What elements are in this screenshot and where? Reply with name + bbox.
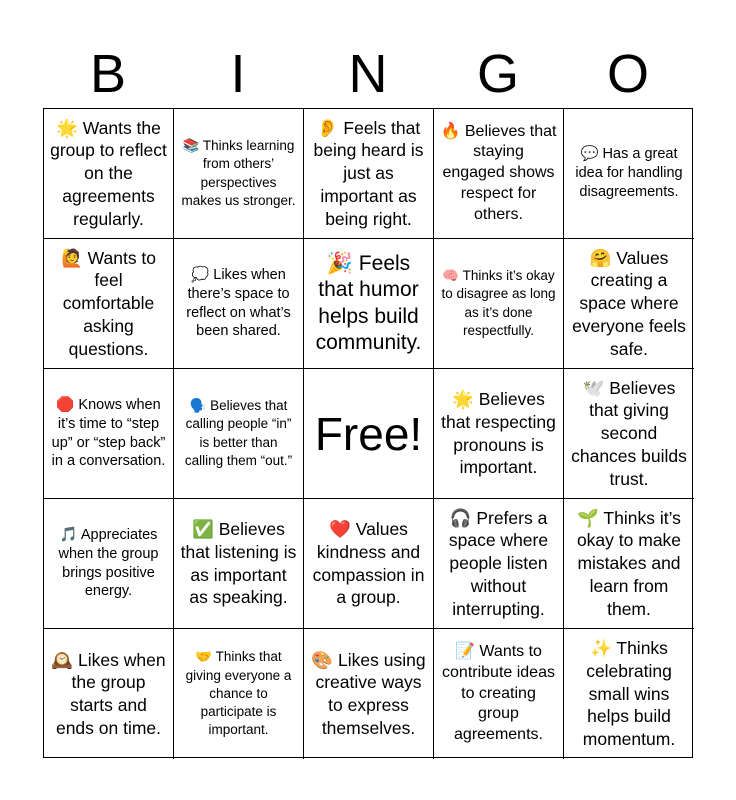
cell-text: 💬 Has a great idea for handling disagreements. xyxy=(575,146,683,200)
header-letter-n: N xyxy=(348,44,388,104)
bingo-header xyxy=(43,40,693,108)
bingo-cell-r2c1[interactable] xyxy=(44,239,174,369)
cell-text: ✅ Believes that listening is as important as speaking. xyxy=(180,519,297,608)
bingo-cell-free[interactable] xyxy=(304,369,434,499)
bingo-cell-r3c4[interactable] xyxy=(434,369,564,499)
cell-text: 🕊️ Believes that giving second chances builds trust. xyxy=(571,377,687,489)
bingo-cell-r1c2[interactable] xyxy=(174,109,304,239)
cell-text: 📝 Wants to contribute ideas to creating group agreements. xyxy=(442,643,555,744)
cell-text: 📚 Thinks learning from others’ perspectives makes us stronger. xyxy=(181,138,296,208)
cell-text: 🔥 Believes that staying engaged shows respect for others. xyxy=(440,122,557,223)
free-space-text: Free! xyxy=(314,407,423,460)
header-letter-g: G xyxy=(476,44,519,104)
bingo-cell-r4c5[interactable] xyxy=(564,499,694,629)
bingo-cell-r4c1[interactable] xyxy=(44,499,174,629)
header-letter-o: O xyxy=(606,44,649,104)
bingo-cell-r2c5[interactable] xyxy=(564,239,694,369)
bingo-cell-r4c3[interactable] xyxy=(304,499,434,629)
bingo-cell-r5c3[interactable] xyxy=(304,629,434,759)
cell-text: 🌱 Thinks it’s okay to make mistakes and learn from them. xyxy=(576,507,682,619)
bingo-cell-r4c4[interactable] xyxy=(434,499,564,629)
cell-text: 🕰️ Likes when the group starts and ends on time. xyxy=(51,649,166,738)
bingo-cell-r2c3[interactable] xyxy=(304,239,434,369)
cell-text: 🤝 Thinks that giving everyone a chance to participate is important. xyxy=(185,649,292,738)
bingo-cell-r5c1[interactable] xyxy=(44,629,174,759)
cell-text: 💭 Likes when there’s space to reflect on what’s been shared. xyxy=(186,266,291,340)
bingo-cell-r5c2[interactable] xyxy=(174,629,304,759)
bingo-cell-r4c2[interactable] xyxy=(174,499,304,629)
cell-text: 🌟 Wants the group to reflect on the agreements regularly. xyxy=(50,117,167,229)
header-letter-b: B xyxy=(89,44,127,104)
bingo-cell-r5c4[interactable] xyxy=(434,629,564,759)
bingo-cell-r1c5[interactable] xyxy=(564,109,694,239)
bingo-cell-r3c5[interactable] xyxy=(564,369,694,499)
cell-text: 🎵 Appreciates when the group brings positive energy. xyxy=(58,526,159,600)
cell-text: ✨ Thinks celebrating small wins helps build momentum. xyxy=(582,638,676,750)
bingo-cell-r1c3[interactable] xyxy=(304,109,434,239)
cell-text: 🎧 Prefers a space where people listen without interrupting. xyxy=(448,507,549,619)
bingo-cell-r5c5[interactable] xyxy=(564,629,694,759)
cell-text: 🛑 Knows when it’s time to “step up” or “step back” in a conversation. xyxy=(51,396,166,470)
bingo-cell-r1c4[interactable] xyxy=(434,109,564,239)
bingo-board xyxy=(43,108,693,758)
cell-text: 🧠 Thinks it’s okay to disagree as long as it’s done respectfully. xyxy=(441,268,556,338)
header-letter-i: I xyxy=(230,44,246,104)
cell-text: 👂 Feels that being heard is just as important as being right. xyxy=(313,117,424,229)
cell-text: 🎉 Feels that humor helps build community. xyxy=(315,252,422,354)
bingo-cell-r1c1[interactable] xyxy=(44,109,174,239)
cell-text: ❤️ Values kindness and compassion in a group. xyxy=(312,519,425,608)
cell-text: 🤗 Values creating a space where everyone feels safe. xyxy=(572,247,686,359)
bingo-cell-r2c4[interactable] xyxy=(434,239,564,369)
cell-text: 🎨 Likes using creative ways to express themselves. xyxy=(311,649,426,738)
cell-text: 🌟 Believes that respecting pronouns is important. xyxy=(441,389,556,478)
bingo-cell-r3c1[interactable] xyxy=(44,369,174,499)
bingo-cell-r3c2[interactable] xyxy=(174,369,304,499)
cell-text: 🙋 Wants to feel comfortable asking questions. xyxy=(60,247,157,359)
cell-text: 🗣️ Believes that calling people “in” is better than calling them “out.” xyxy=(184,398,293,468)
bingo-cell-r2c2[interactable] xyxy=(174,239,304,369)
